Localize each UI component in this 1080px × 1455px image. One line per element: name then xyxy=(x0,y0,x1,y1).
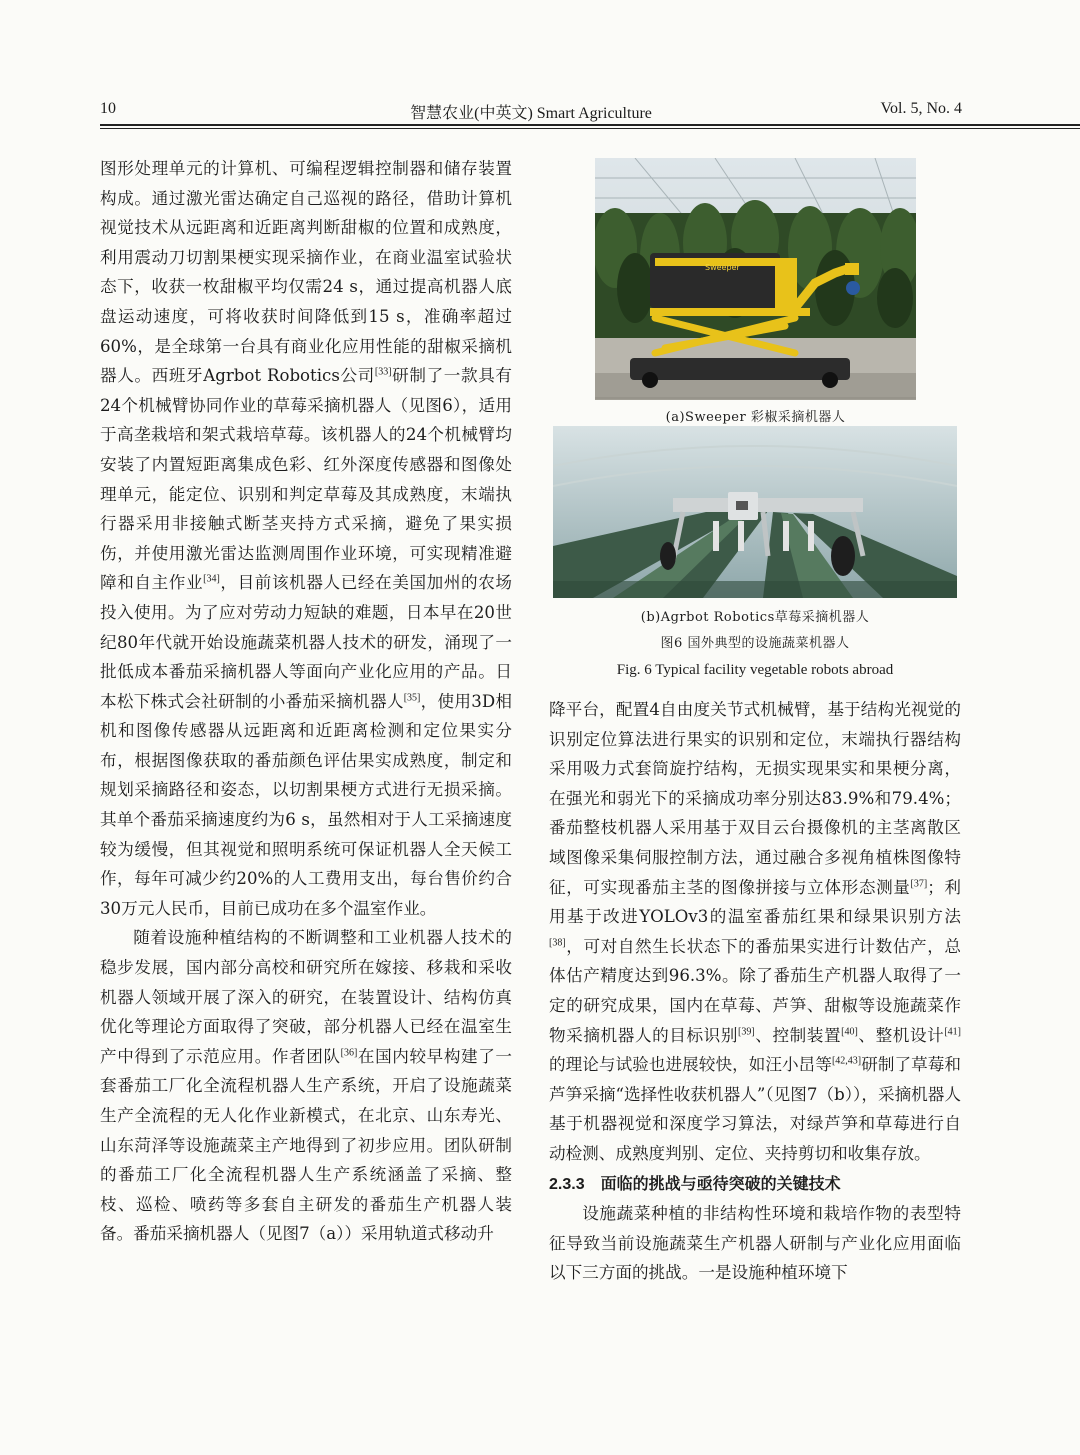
journal-title: 智慧农业(中英文) Smart Agriculture xyxy=(410,105,652,122)
paragraph: 随着设施种植结构的不断调整和工业机器人技术的稳步发展，国内部分高校和研究所在嫁接、移栽和采收机器人领域开展了深入的研究，在装置设计、结构仿真优化等理论方面取得了突破，部分机器人已经在温室生产中得到了示范应用。作者团队[36]在国内较早构建了一套番茄工厂化全流程机器人生产系统，开启了设施蔬菜生产全流程的无人化作业新模式，在北京、山东寿光、山东菏泽等设施蔬菜主产地得到了初步应用。团队研制的番茄工厂化全流程机器人生产系统涵盖了采摘、整枝、巡检、喷药等多套自主研发的番茄生产机器人装备。番茄采摘机器人（见图7（a））采用轨道式移动升 xyxy=(100,928,513,1244)
paragraph: 设施蔬菜种植的非结构性环境和栽培作物的表型特征导致当前设施蔬菜生产机器人研制与产业化应用面临以下三方面的挑战。一是设施种植环境下 xyxy=(549,1204,961,1283)
figure-6b-photo xyxy=(553,426,957,598)
running-header xyxy=(100,96,962,124)
paragraph: 降平台，配置4自由度关节式机械臂，基于结构光视觉的识别定位算法进行果实的识别和定位，末端执行器结构采用吸力式套筒旋拧结构，无损实现果实和果梗分离，在强光和弱光下的采摘成功率分别达83.9%和79.4%；番茄整枝机器人采用基于双目云台摄像机的主茎离散区域图像采集伺服控制方法，通过融合多视角植株图像特征，可实现番茄主茎的图像拼接与立体形态测量[37]；利用基于改进YOLOv3的温室番茄红果和绿果识别方法[38]，可对自然生长状态下的番茄果实进行计数估产，总体估产精度达到96.3%。除了番茄生产机器人取得了一定的研究成果，国内在草莓、芦笋、甜椒等设施蔬菜作物采摘机器人的目标识别[39]、控制装置[40]、整机设计[41]的理论与试验也进展较快，如汪小旵等[42,43]研制了草莓和芦笋采摘“选择性收获机器人”（见图7（b）），采摘机器人基于机器视觉和深度学习算法，对绿芦笋和草莓进行自动检测、成熟度判别、定位、夹持剪切和收集存放。 xyxy=(549,700,962,1163)
right-column xyxy=(549,695,961,1288)
header-rule-thin xyxy=(100,128,1080,129)
citation[interactable]: [37] xyxy=(910,878,928,890)
citation[interactable]: [35] xyxy=(403,692,421,704)
volume-info: Vol. 5, No. 4 xyxy=(880,100,962,117)
citation[interactable]: [33] xyxy=(374,366,392,378)
citation[interactable]: [38] xyxy=(549,937,566,949)
paragraph: 图形处理单元的计算机、可编程逻辑控制器和储存装置构成。通过激光雷达确定自己巡视的路径，借助计算机视觉技术从远距离和近距离判断甜椒的位置和成熟度，利用震动刀切割果梗实现采摘作业，在商业温室试验状态下，收获一枚甜椒平均仅需24 s，通过提高机器人底盘运动速度，可将收获时间降低到15 s，准确率超过60%，是全球第一台具有商业化应用性能的甜椒采摘机器人。西班牙Agrbot Robotics公司[33]研制了一款具有24个机械臂协同作业的草莓采摘机器人（见图6），适用于高垄栽培和架式栽培草莓。该机器人的24个机械臂均安装了内置短距离集成色彩、红外深度传感器和图像处理单元，能定位、识别和判定草莓及其成熟度，末端执行器采用非接触式断茎夹持方式采摘，避免了果实损伤，并使用激光雷达监测周围作业环境，可实现精准避障和自主作业[34]，目前该机器人已经在美国加州的农场投入使用。为了应对劳动力短缺的难题，日本早在20世纪80年代就开始设施蔬菜机器人技术的研发，涌现了一批低成本番茄采摘机器人等面向产业化应用的产品。日本松下株式会社研制的小番茄采摘机器人[35]，使用3D相机和图像传感器从远距离和近距离检测和定位果实分布，根据图像获取的番茄颜色评估果实成熟度，制定和规划采摘路径和姿态，以切割果梗方式进行无损采摘。其单个番茄采摘速度约为6 s，虽然相对于人工采摘速度较为缓慢，但其视觉和照明系统可保证机器人全天候工作，每年可减少约20%的人工费用支出，每台售价约合30万元人民币，目前已成功在多个温室作业。 xyxy=(100,159,513,918)
citation[interactable]: [39] xyxy=(738,1026,755,1037)
section-number: 2.3.3 xyxy=(549,1175,585,1193)
figure-6-caption-cn: 图6 国外典型的设施蔬菜机器人 xyxy=(660,636,850,651)
citation[interactable]: [42,43] xyxy=(831,1055,862,1067)
figure-6b-caption: (b)Agrbot Robotics草莓采摘机器人 xyxy=(640,610,870,625)
citation[interactable]: [36] xyxy=(340,1047,358,1059)
left-column xyxy=(100,154,512,1249)
citation[interactable]: [40] xyxy=(841,1026,858,1037)
figure-6a-photo xyxy=(595,158,916,400)
citation[interactable]: [41] xyxy=(944,1026,962,1037)
figure-6-caption-en: Fig. 6 Typical facility vegetable robots abroad xyxy=(616,662,894,678)
page-number: 10 xyxy=(100,100,116,117)
figure-6a-caption: (a)Sweeper 彩椒采摘机器人 xyxy=(665,410,846,425)
header-rule-thick xyxy=(100,124,1080,126)
sweeper-logo-text: Sweeper xyxy=(705,263,740,272)
section-title: 面临的挑战与亟待突破的关键技术 xyxy=(600,1173,841,1193)
section-heading xyxy=(549,1169,961,1200)
citation[interactable]: [34] xyxy=(203,573,220,585)
